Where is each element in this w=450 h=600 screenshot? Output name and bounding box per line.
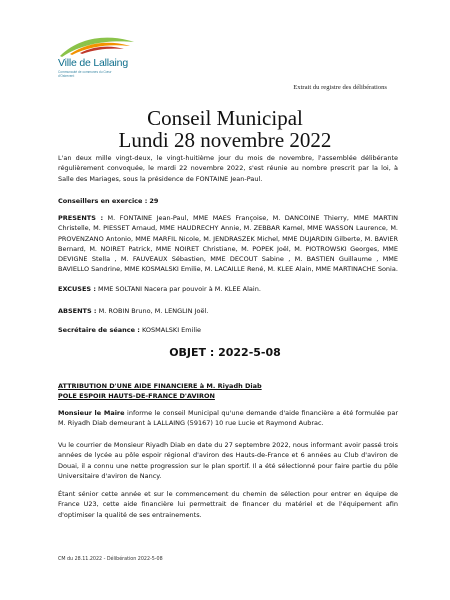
page-footer: CM du 28.11.2022 - Délibération 2022-5-08 [58, 557, 163, 562]
counsellors-line [58, 196, 398, 206]
excused-label: EXCUSES : [58, 285, 96, 293]
register-extract-label: Extrait du registre des délibérations [293, 84, 387, 91]
present-label: PRESENTS : [58, 214, 104, 222]
mayor-text: informe le conseil Municipal qu'une demande d'aide financière a été formulée par M. Riyadh Diab demeurant à LALLAING (59167) 10 rue Lucie et Raymond Aubrac. [58, 409, 398, 428]
logo-subtitle: Communauté de communes du Cœur d'Ostrevent [58, 70, 112, 78]
absent-line [58, 306, 398, 316]
page-title: Conseil Municipal [147, 106, 303, 130]
secretary-name: KOSMALSKI Emilie [141, 326, 202, 334]
excused-line [58, 284, 398, 294]
subject-line-2: POLE ESPOIR HAUTS-DE-FRANCE D'AVIRON [58, 392, 215, 401]
subject-line-1: ATTRIBUTION D'UNE AIDE FINANCIERE à M. Riyadh Diab [58, 382, 262, 390]
present-list: M. FONTAINE Jean-Paul, MME MAES Françoise, M. DANCOINE Thierry, MME MARTIN Christelle, M. PIESSET Arnaud, MME HAUDRECHY Annie, M. ZEBBAR Kamel, MME WASSON Laurence, M. PROVENZANO Antonio, MME MARFIL Nicole, M. JENDRASZEK Michel, MME DUJARDIN Gilberte, M. BAVIER Bernard, M. NOIRET Patrick, MME NOIRET Christiane, M. POPEK Joël, M. PIOTROWSKI Georges, MME DEVIGNE Stella , M. FAUVEAUX Sébastien, MME DECOUT Sabine , M. BASTIEN Guillaume , MME BAVIELLO Sandrine, MME KOSMALSKI Emilie, M. LACAILLE René, M. KLEE Alain, MME MARTINACHE Sonia. [58, 214, 398, 274]
subject-heading [58, 381, 398, 402]
counsellors-label: Conseillers en exercice : [58, 197, 148, 205]
counsellors-count: 29 [149, 197, 159, 205]
secretary-label: Secrétaire de séance : [58, 326, 140, 334]
mayor-label: Monsieur le Maire [58, 409, 125, 417]
meeting-date: Lundi 28 novembre 2022 [118, 128, 332, 152]
paragraph-letter: Vu le courrier de Monsieur Riyadh Diab en date du 27 septembre 2022, nous informant avoir passé trois années de lycée au pôle espoir régional d'aviron des Hauts-de-France et 6 années au Club d'aviron de Douai, il a connu une nette progression sur le plan sportif. Il a été sélectionné pour faire partie du pôle Universitaire d'aviron de Nancy. [58, 441, 398, 480]
logo-town-name: Ville de Lallaing [58, 57, 128, 69]
absent-list: M. ROBIN Bruno, M. LENGLIN Joël. [98, 307, 209, 315]
town-logo [50, 32, 140, 102]
deliberation-object: OBJET : 2022-5-08 [169, 346, 281, 359]
intro-paragraph: L'an deux mille vingt-deux, le vingt-huitième jour du mois de novembre, l'assemblée délibérante régulièrement convoquée, le mardi 22 novembre 2022, s'est réunie au nombre prescrit par la loi, à Salle des Mariages, sous la présidence de FONTAINE Jean-Paul. [58, 154, 398, 183]
paragraph-mayor [58, 408, 398, 429]
absent-label: ABSENTS : [58, 307, 97, 315]
excused-list: MME SOLTANI Nacera par pouvoir à M. KLEE Alain. [98, 285, 261, 293]
present-paragraph [58, 213, 398, 275]
secretary-line [58, 325, 398, 335]
paragraph-support: Étant sénior cette année et sur le commencement du chemin de sélection pour entrer en équipe de France U23, cette aide financière lui permettrait de financer du matériel et de l'équipement afin d'optimiser la qualité de ses entrainements. [58, 490, 398, 519]
